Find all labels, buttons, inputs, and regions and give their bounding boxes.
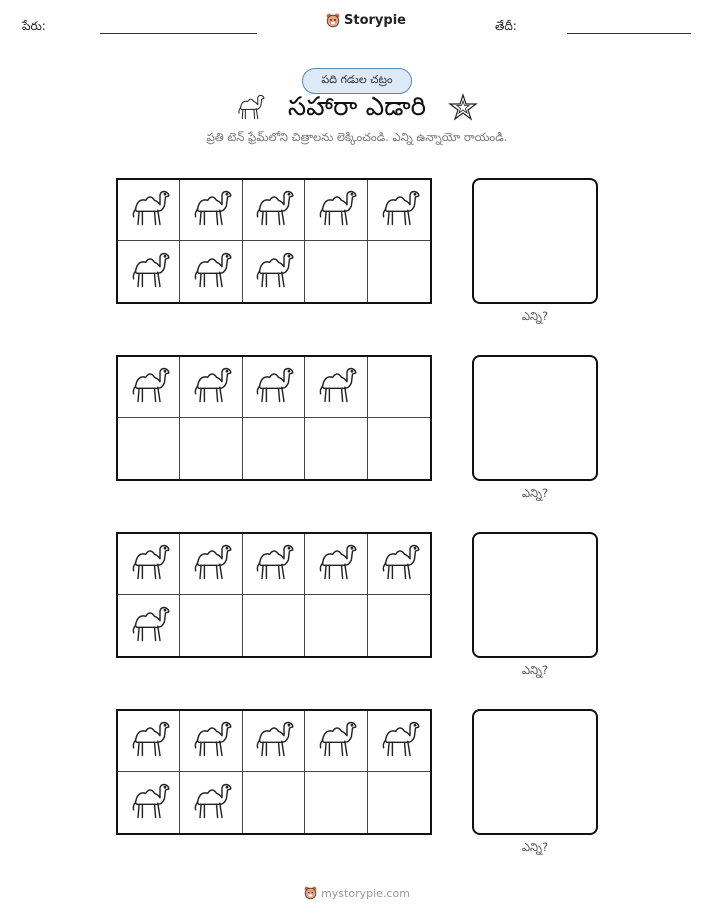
frame-cell — [118, 180, 180, 241]
camel-icon — [251, 365, 295, 409]
frame-cell — [118, 534, 180, 595]
worksheet-tag: పది గడుల చట్రం — [302, 68, 412, 94]
how-many-label-3: ఎన్ని? — [521, 663, 549, 677]
frame-cell — [118, 595, 180, 656]
brand-name: Storypie — [344, 13, 406, 28]
footer-site: mystorypie.com — [321, 886, 410, 900]
frame-cell — [368, 241, 430, 302]
how-many-label-4: ఎన్ని? — [521, 840, 549, 854]
frame-cell — [368, 772, 430, 833]
answer-box-2[interactable] — [472, 355, 598, 481]
frame-cell — [368, 418, 430, 479]
ten-frame-1 — [116, 178, 432, 304]
frame-cell — [305, 772, 367, 833]
frame-cell — [368, 534, 430, 595]
frame-cell — [243, 534, 305, 595]
frame-cell — [180, 772, 242, 833]
camel-icon — [127, 188, 171, 232]
camel-icon — [377, 542, 421, 586]
camel-icon — [251, 542, 295, 586]
ten-frame-4 — [116, 709, 432, 835]
frame-cell — [118, 357, 180, 418]
camel-icon — [314, 719, 358, 763]
frame-cell — [180, 180, 242, 241]
frame-cell — [180, 711, 242, 772]
instructions: ప్రతి టెన్ ఫ్రేమ్‌లోని చిత్రాలను లెక్కించండి. ఎన్ని ఉన్నాయో రాయండి. — [206, 130, 508, 144]
frame-cell — [243, 241, 305, 302]
frame-cell — [305, 534, 367, 595]
brand-logo — [326, 13, 406, 28]
camel-icon — [189, 365, 233, 409]
ten-frame-3 — [116, 532, 432, 658]
camel-icon — [127, 250, 171, 294]
frame-cell — [305, 180, 367, 241]
camel-icon — [377, 188, 421, 232]
camel-icon — [377, 719, 421, 763]
date-label: తేదీ: — [495, 19, 517, 33]
frame-cell — [368, 595, 430, 656]
camel-icon — [251, 250, 295, 294]
answer-box-3[interactable] — [472, 532, 598, 658]
frame-cell — [305, 357, 367, 418]
camel-icon — [251, 188, 295, 232]
camel-icon — [314, 542, 358, 586]
frame-cell — [243, 711, 305, 772]
answer-box-4[interactable] — [472, 709, 598, 835]
camel-icon — [189, 188, 233, 232]
frame-cell — [118, 241, 180, 302]
date-line[interactable] — [567, 33, 691, 34]
star-icon — [448, 93, 478, 125]
frame-cell — [118, 711, 180, 772]
camel-icon — [189, 542, 233, 586]
answer-box-1[interactable] — [472, 178, 598, 304]
frame-cell — [180, 595, 242, 656]
frame-cell — [368, 357, 430, 418]
frame-cell — [243, 180, 305, 241]
camel-icon — [189, 250, 233, 294]
frame-cell — [180, 418, 242, 479]
page-title: సహారా ఎడారి — [287, 92, 427, 122]
frame-cell — [118, 772, 180, 833]
frame-cell — [243, 357, 305, 418]
frame-cell — [368, 711, 430, 772]
how-many-label-2: ఎన్ని? — [521, 486, 549, 500]
camel-icon — [127, 542, 171, 586]
frame-cell — [243, 418, 305, 479]
bear-logo-icon — [304, 886, 317, 900]
bear-logo-icon — [326, 13, 340, 28]
camel-icon — [251, 719, 295, 763]
frame-cell — [305, 418, 367, 479]
camel-icon — [314, 188, 358, 232]
camel-icon — [127, 365, 171, 409]
name-label: పేరు: — [22, 19, 46, 33]
frame-cell — [368, 180, 430, 241]
camel-icon — [189, 719, 233, 763]
frame-cell — [305, 711, 367, 772]
camel-icon — [127, 719, 171, 763]
camel-icon — [314, 365, 358, 409]
frame-cell — [243, 595, 305, 656]
camel-icon — [127, 781, 171, 825]
frame-cell — [118, 418, 180, 479]
how-many-label-1: ఎన్ని? — [521, 309, 549, 323]
footer — [0, 886, 714, 900]
frame-cell — [305, 595, 367, 656]
frame-cell — [243, 772, 305, 833]
frame-cell — [180, 241, 242, 302]
camel-icon — [189, 781, 233, 825]
name-line[interactable] — [100, 33, 257, 34]
frame-cell — [305, 241, 367, 302]
camel-icon — [127, 604, 171, 648]
frame-cell — [180, 534, 242, 595]
frame-cell — [180, 357, 242, 418]
ten-frame-2 — [116, 355, 432, 481]
